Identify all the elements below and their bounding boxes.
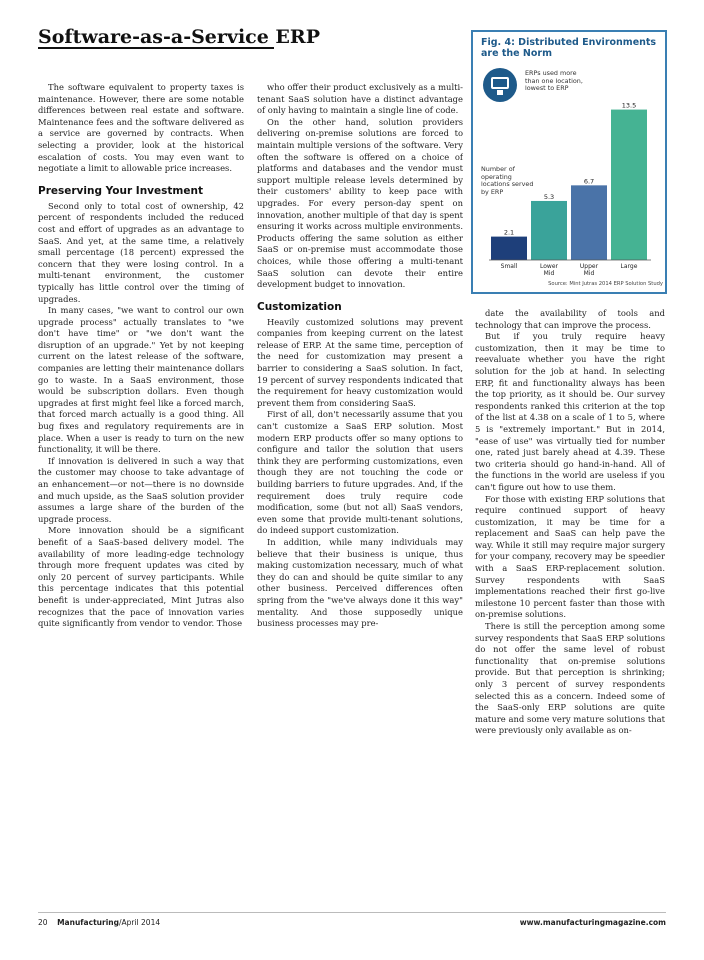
- issue-date: April 2014: [121, 918, 161, 927]
- page-number: 20: [38, 918, 48, 927]
- magazine-name: Manufacturing: [57, 918, 119, 927]
- paragraph: Second only to total cost of ownership, 42 percent of respondents included the reduced cost and effort of upgrades as an advantage to SaaS. And yet, at the same time, a relatively small percentage (18 percent) expressed the concern that they were losing control. In a multi-tenant environment, the customer typically has little control over the timing of upgrades.: [38, 200, 244, 304]
- section-heading: Preserving Your Investment: [38, 184, 203, 197]
- paragraph: But if you truly require heavy customization, then it may be time to reevaluate whether you have the right solution for the job at hand. In selecting ERP, fit and functionality always has been the top priority, as it should be. Our survey respondents ranked this criterion at the top of the list at 4.38 on a scale of 1 to 5, where 5 is "extremely important." But in 2014, "ease of use" was virtually tied for number one, rated just barely ahead at 4.39. These two criteria should go hand-in-hand. All of the functions in the world are useless if you can't figure out how to use them.: [475, 331, 665, 492]
- category-label-1: Mid: [543, 270, 555, 277]
- paragraph: More innovation should be a significant benefit of a SaaS-based delivery model. The availability of more leading-edge technology through more frequent updates was cited by only 20 percent of survey participants. While this percentage indicates that this potential benefit is under-appreciated, Mint Jutras also recognizes that the pace of innovation varies quite significantly from vendor to vendor. Those: [38, 525, 244, 629]
- bar-0: [491, 237, 527, 260]
- value-label-1: 5.3: [543, 192, 555, 201]
- figure-legend-top: ERPs used more than one location, lowest to ERP: [525, 69, 583, 93]
- figure-title: Fig. 4: Distributed Environments are the Norm: [481, 37, 657, 59]
- figure-legend-left: Number of operating locations served by ERP: [481, 165, 534, 196]
- footer-url: www.manufacturingmagazine.com: [519, 918, 666, 927]
- article-column-2: [257, 82, 463, 908]
- category-label-0: Small: [500, 263, 518, 270]
- figure-source: Source: Mint Jutras 2014 ERP Solution Study: [548, 281, 663, 287]
- paragraph: In addition, while many individuals may believe that their business is unique, thus making customization necessary, much of what they do can and should be quite similar to any other business. Perceived differences often spring from the "we've always done it this way" mentality. And those supposedly unique business processes may pre-: [257, 536, 463, 629]
- paragraph: Heavily customized solutions may prevent companies from keeping current on the latest release of ERP. At the same time, perception of the need for customization may present a barrier to considering a SaaS solution. In fact, 19 percent of survey respondents indicated that the requirement for heavy customization would prevent them from considering SaaS.: [257, 316, 463, 408]
- title-rule: [38, 47, 274, 49]
- paragraph: date the availability of tools and technology that can improve the process.: [475, 308, 665, 330]
- bar-2: [571, 185, 607, 260]
- article-column-1: [38, 82, 244, 908]
- paragraph: For those with existing ERP solutions that require continued support of heavy customization, it may be time for a replacement and SaaS can help pave the way. While it still may require major surgery for your company, recovery may be speedier with a SaaS ERP-replacement solution. Survey respondents with SaaS implementations reached their first go-live milestone 10 percent faster than those with on-premise solutions.: [475, 493, 665, 620]
- bar-1: [531, 201, 567, 260]
- section-heading: Customization: [257, 300, 342, 313]
- paragraph: The software equivalent to property taxes is maintenance. However, there are some notable differences between real estate and software. Maintenance fees and the software delivered as a service are governed by contracts. When selecting a provider, look at the historical escalation of costs. You may even want to negotiate a limit to allowable price increases.: [38, 82, 244, 174]
- category-label-1: Lower: [540, 263, 558, 270]
- paragraph: On the other hand, solution providers delivering on-premise solutions are forced to maintain multiple versions of the software. Very often the software is offered on a choice of platforms and databases and the vendor must support multiple release levels determined by their customers' ability to keep pace with upgrades. For every person-day spent on innovation, another multiple of that day is spent ensuring it works across multiple environments. Products offering the same solution as either SaaS or on-premise must accommodate those choices, while those offering a multi-tenant SaaS solution can devote their entire development budget to innovation.: [257, 116, 463, 290]
- value-label-2: 6.7: [583, 177, 595, 186]
- paragraph: If innovation is delivered in such a way that the customer may choose to take advantage of an enhancement—or not—there is no downside and much upside, as the SaaS solution provider assumes a large share of the burden of the upgrade process.: [38, 455, 244, 524]
- figure-distributed-environments: [471, 30, 667, 294]
- paragraph: In many cases, "we want to control our own upgrade process" actually translates to "we don't have time" or "we don't want the disruption of an upgrade." Yet by not keeping current on the latest release of the software, companies are letting their maintenance dollars go to waste. In a SaaS environment, those would be subscription dollars. Even though upgrades at first might feel like a forced march, that forced march actually is a good thing. All bug fixes and regulatory requirements are in place. When a user is ready to turn on the new functionality, it will be there.: [38, 305, 244, 455]
- footer-left: 20 Manufacturing/April 2014: [38, 918, 161, 927]
- category-label-3: Large: [620, 263, 638, 270]
- bar-3: [611, 110, 647, 260]
- article-column-3: [475, 308, 665, 908]
- paragraph: First of all, don't necessarily assume that you can't customize a SaaS ERP solution. Most modern ERP products offer so many options to configure and tailor the solution that users think they are performing customizations, even though they are not touching the code or building barriers to future upgrades. And, if the requirement does truly require code modification, some (but not all) SaaS vendors, even some that provide multi-tenant solutions, do indeed support customization.: [257, 409, 463, 536]
- category-label-2: Mid: [583, 270, 595, 277]
- value-label-0: 2.1: [503, 228, 515, 237]
- value-label-3: 13.5: [621, 101, 637, 110]
- bar-chart: [473, 32, 665, 292]
- page-title: Software-as-a-Service ERP: [38, 26, 320, 48]
- footer-rule: [38, 912, 666, 913]
- paragraph: who offer their product exclusively as a multi-tenant SaaS solution have a distinct advantage of only having to maintain a single line of code.: [257, 82, 463, 116]
- paragraph: There is still the perception among some survey respondents that SaaS ERP solutions do not offer the same level of robust functionality that on-premise solutions provide. But that perception is shrinking; only 3 percent of survey respondents selected this as a concern. Indeed some of the SaaS-only ERP solutions are quite mature and some very mature solutions that were previously only available as on-: [475, 621, 665, 736]
- category-label-2: Upper: [579, 263, 599, 270]
